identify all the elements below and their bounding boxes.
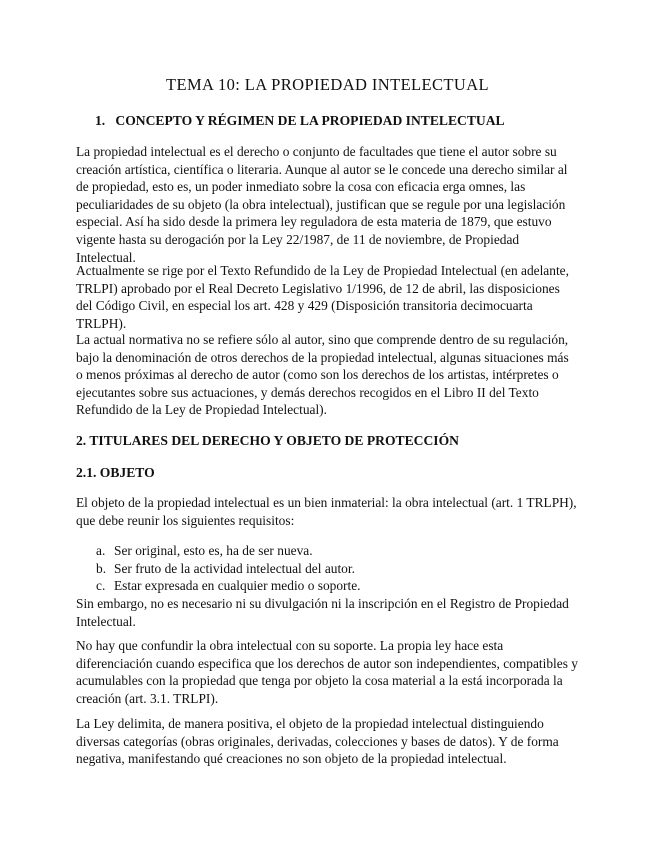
section-2-heading: 2. TITULARES DEL DERECHO Y OBJETO DE PROTECCIÓN (76, 433, 459, 448)
list-item (76, 560, 556, 578)
list-item-text: Ser fruto de la actividad intelectual del autor. (114, 560, 355, 576)
section-1-paragraph-2: Actualmente se rige por el Texto Refundido de la Ley de Propiedad Intelectual (en adelante, TRLPI) aprobado por el Real Decreto Legislativo 1/1996, de 12 de abril, las disposiciones del Código Civil, en especial los art. 428 y 429 (Disposición transitoria decimocuarta TRLPH). (76, 263, 569, 331)
section-1-heading: 1. CONCEPTO Y RÉGIMEN DE LA PROPIEDAD INTELECTUAL (95, 113, 505, 128)
section-1-paragraph-1: La propiedad intelectual es el derecho o conjunto de facultades que tiene el autor sobre su creación artística, científica o literaria. Aunque al autor se le concede una derecho similar al de propiedad, esto es, un poder inmediato sobre la cosa con eficacia erga omnes, las peculiaridades de su objeto (la obra intelectual), justifican que se regule por una legislación especial. Así ha sido desde la primera ley reguladora de esta materia de 1879, que estuvo vigente hasta su derogación por la Ley 22/1987, de 11 de noviembre, de Propiedad Intelectual. (76, 144, 568, 265)
requirements-list (76, 542, 556, 595)
list-item (76, 577, 556, 595)
section-2-1-heading: 2.1. OBJETO (76, 465, 155, 480)
list-item (76, 542, 556, 560)
section-2-paragraph-4: La Ley delimita, de manera positiva, el objeto de la propiedad intelectual distinguiendo diversas categorías (obras originales, derivadas, colecciones y bases de datos). Y de forma negativa, manifestando qué creaciones no son objeto de la propiedad intelectual. (76, 716, 559, 767)
list-marker: c. (96, 578, 106, 594)
section-2-paragraph-1: El objeto de la propiedad intelectual es un bien inmaterial: la obra intelectual (art. 1 TRLPH), que debe reunir los siguientes requisitos: (76, 495, 577, 528)
section-2-paragraph-2: Sin embargo, no es necesario ni su divulgación ni la inscripción en el Registro de Propiedad Intelectual. (76, 596, 569, 629)
list-item-text: Estar expresada en cualquier medio o soporte. (114, 578, 361, 594)
section-1-paragraph-3: La actual normativa no se refiere sólo al autor, sino que comprende dentro de su regulación, bajo la denominación de otros derechos de la propiedad intelectual, algunas situaciones más o menos próximas al derecho de autor (como son los derechos de los artistas, intérpretes o ejecutantes sobre sus actuaciones, y demás derechos recogidos en el Libro II del Texto Refundido de la Ley de Propiedad Intelectual). (76, 332, 569, 418)
section-2-paragraph-3: No hay que confundir la obra intelectual con su soporte. La propia ley hace esta diferenciación cuando especifica que los derechos de autor son independientes, compatibles y acumulables con la propiedad que tenga por objeto la cosa material a la está incorporada la creación (art. 3.1. TRLPI). (76, 638, 578, 706)
list-item-text: Ser original, esto es, ha de ser nueva. (114, 543, 313, 558)
list-marker: b. (96, 560, 107, 576)
document-title: TEMA 10: LA PROPIEDAD INTELECTUAL (165, 75, 490, 94)
list-marker: a. (96, 543, 106, 558)
